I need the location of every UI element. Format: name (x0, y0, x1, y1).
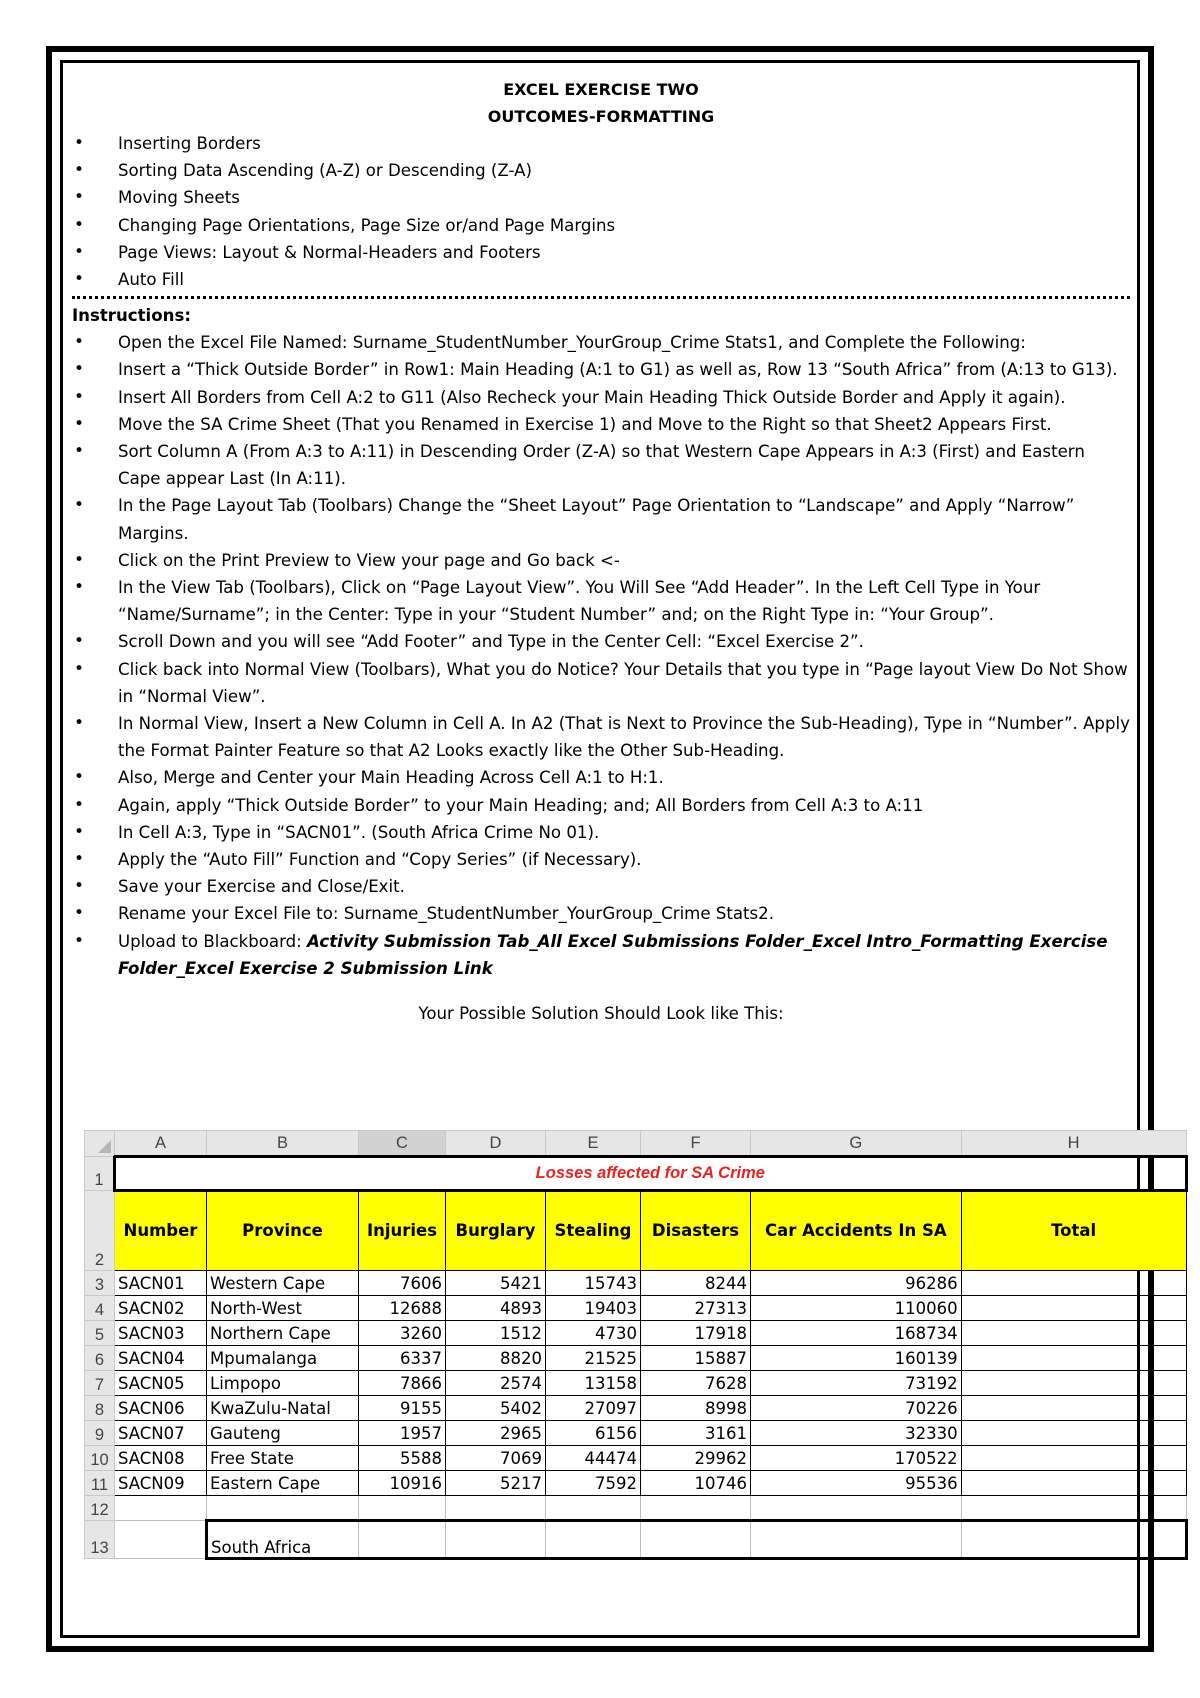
total-cell[interactable] (961, 1446, 1186, 1471)
instruction-item: • Again, apply “Thick Outside Border” to your Main Heading; and; All Borders from Cell A:3 to A:11 (72, 792, 1130, 819)
data-cell[interactable]: Limpopo (207, 1371, 359, 1396)
row-number[interactable]: 9 (85, 1421, 115, 1446)
outcome-item: • Auto Fill (72, 266, 1130, 293)
data-cell[interactable]: 7606 (359, 1271, 446, 1296)
column-header-g[interactable]: G (751, 1131, 962, 1157)
data-cell[interactable]: 9155 (359, 1396, 446, 1421)
data-cell[interactable]: 70226 (751, 1396, 962, 1421)
select-all-corner[interactable] (85, 1131, 115, 1157)
outcome-item: • Changing Page Orientations, Page Size or/and Page Margins (72, 212, 1130, 239)
sheet-row-1 (85, 1157, 1187, 1191)
column-header-row (85, 1131, 1187, 1157)
data-cell[interactable]: 10746 (641, 1471, 751, 1496)
data-cell[interactable]: 170522 (751, 1446, 962, 1471)
data-cell[interactable]: Western Cape (207, 1271, 359, 1296)
data-cell[interactable]: 5588 (359, 1446, 446, 1471)
data-cell[interactable]: 19403 (546, 1296, 641, 1321)
data-cell[interactable]: Gauteng (207, 1421, 359, 1446)
instruction-item: • Also, Merge and Center your Main Heading Across Cell A:1 to H:1. (72, 764, 1130, 791)
empty-cell[interactable] (446, 1496, 546, 1521)
data-cell[interactable]: 6337 (359, 1346, 446, 1371)
data-cell[interactable]: 2965 (446, 1421, 546, 1446)
empty-cell[interactable] (641, 1496, 751, 1521)
instruction-item: • Insert All Borders from Cell A:2 to G11 (Also Recheck your Main Heading Thick Outside Border and Apply it again). (72, 384, 1130, 411)
table-row (85, 1346, 1187, 1371)
total-cell[interactable] (961, 1271, 1186, 1296)
instruction-item: • In the View Tab (Toolbars), Click on “Page Layout View”. You Will See “Add Header”. In the Left Cell Type in Your “Name/Surname”; in the Center: Type in your “Student Number” and; on the Right Type in: “Your Group”. (72, 574, 1130, 628)
column-header-f[interactable]: F (641, 1131, 751, 1157)
data-cell[interactable]: 1957 (359, 1421, 446, 1446)
instruction-item: • In Cell A:3, Type in “SACN01”. (South Africa Crime No 01). (72, 819, 1130, 846)
data-cell[interactable]: 15743 (546, 1271, 641, 1296)
empty-cell[interactable] (359, 1496, 446, 1521)
total-cell[interactable] (961, 1396, 1186, 1421)
empty-cell[interactable] (751, 1496, 962, 1521)
data-cell[interactable]: 17918 (641, 1321, 751, 1346)
south-africa-cell[interactable]: South Africa (207, 1521, 359, 1559)
sub-heading-cell[interactable]: Number (115, 1191, 207, 1271)
data-cell[interactable]: 5402 (446, 1396, 546, 1421)
spreadsheet-grid (84, 1130, 1188, 1560)
data-cell[interactable]: Free State (207, 1446, 359, 1471)
table-row (85, 1321, 1187, 1346)
total-cell[interactable] (961, 1471, 1186, 1496)
sheet-row-2 (85, 1191, 1187, 1271)
data-cell[interactable]: 8998 (641, 1396, 751, 1421)
data-cell[interactable]: 44474 (546, 1446, 641, 1471)
instruction-item: • In the Page Layout Tab (Toolbars) Change the “Sheet Layout” Page Orientation to “Landscape” and Apply “Narrow” Margins. (72, 492, 1130, 546)
data-cell[interactable]: 7069 (446, 1446, 546, 1471)
total-cell[interactable] (961, 1346, 1186, 1371)
sub-heading-cell[interactable]: Burglary (446, 1191, 546, 1271)
sheet-row-13 (85, 1521, 1187, 1559)
data-cell[interactable]: 2574 (446, 1371, 546, 1396)
row-number[interactable]: 2 (85, 1191, 115, 1271)
data-cell[interactable]: 6156 (546, 1421, 641, 1446)
data-cell[interactable]: 1512 (446, 1321, 546, 1346)
data-cell[interactable]: SACN04 (115, 1346, 207, 1371)
data-cell[interactable]: SACN06 (115, 1396, 207, 1421)
data-cell[interactable]: 10916 (359, 1471, 446, 1496)
data-cell[interactable]: 160139 (751, 1346, 962, 1371)
south-africa-empty-cell[interactable] (751, 1521, 962, 1559)
instructions-list (72, 329, 1130, 927)
data-cell[interactable]: 96286 (751, 1271, 962, 1296)
south-africa-empty-cell[interactable] (641, 1521, 751, 1559)
exercise-content (72, 76, 1130, 1027)
total-cell[interactable] (961, 1296, 1186, 1321)
outcome-item: • Sorting Data Ascending (A-Z) or Descending (Z-A) (72, 157, 1130, 184)
upload-instruction (72, 928, 1130, 982)
data-cell[interactable]: 95536 (751, 1471, 962, 1496)
data-cell[interactable]: SACN05 (115, 1371, 207, 1396)
outcome-item: • Moving Sheets (72, 184, 1130, 211)
column-header-a[interactable]: A (115, 1131, 207, 1157)
sub-heading-cell[interactable]: Disasters (641, 1191, 751, 1271)
data-cell[interactable]: North-West (207, 1296, 359, 1321)
row-number[interactable]: 7 (85, 1371, 115, 1396)
data-cell[interactable]: 32330 (751, 1421, 962, 1446)
table-row (85, 1396, 1187, 1421)
empty-cell[interactable] (115, 1496, 207, 1521)
instruction-item: • Click on the Print Preview to View your page and Go back <- (72, 547, 1130, 574)
data-cell[interactable]: 168734 (751, 1321, 962, 1346)
data-cell[interactable]: 8820 (446, 1346, 546, 1371)
table-row (85, 1446, 1187, 1471)
main-heading-cell[interactable]: Losses affected for SA Crime (115, 1157, 1187, 1191)
data-cell[interactable]: 3260 (359, 1321, 446, 1346)
instruction-item: • Scroll Down and you will see “Add Footer” and Type in the Center Cell: “Excel Exercise 2”. (72, 628, 1130, 655)
instruction-item: • Insert a “Thick Outside Border” in Row1: Main Heading (A:1 to G1) as well as, Row 13 “South Africa” from (A:13 to G13). (72, 356, 1130, 383)
table-row (85, 1471, 1187, 1496)
outcomes-list (72, 130, 1130, 293)
data-cell[interactable]: SACN02 (115, 1296, 207, 1321)
data-cell[interactable]: SACN01 (115, 1271, 207, 1296)
instructions-heading: Instructions: (72, 306, 191, 326)
solution-caption: Your Possible Solution Should Look like This: (418, 1004, 784, 1024)
table-row (85, 1296, 1187, 1321)
data-cell[interactable]: Mpumalanga (207, 1346, 359, 1371)
total-cell[interactable] (961, 1321, 1186, 1346)
empty-cell[interactable] (115, 1521, 207, 1559)
sub-heading-cell[interactable]: Stealing (546, 1191, 641, 1271)
total-cell[interactable] (961, 1371, 1186, 1396)
outcome-item: • Page Views: Layout & Normal-Headers and Footers (72, 239, 1130, 266)
row-number[interactable]: 13 (85, 1521, 115, 1559)
instruction-item: • Save your Exercise and Close/Exit. (72, 873, 1130, 900)
sub-heading-cell[interactable]: Car Accidents In SA (751, 1191, 962, 1271)
exercise-title: EXCEL EXERCISE TWO (503, 80, 699, 99)
south-africa-empty-cell[interactable] (961, 1521, 1186, 1559)
column-header-e[interactable]: E (546, 1131, 641, 1157)
column-header-h[interactable]: H (961, 1131, 1186, 1157)
data-cell[interactable]: 8244 (641, 1271, 751, 1296)
instruction-item: • Sort Column A (From A:3 to A:11) in Descending Order (Z-A) so that Western Cape Appears in A:3 (First) and Eastern Cape appear Last (In A:11). (72, 438, 1130, 492)
data-cell[interactable]: 27313 (641, 1296, 751, 1321)
row-number[interactable]: 8 (85, 1396, 115, 1421)
data-cell[interactable]: 7866 (359, 1371, 446, 1396)
row-number[interactable]: 6 (85, 1346, 115, 1371)
total-cell[interactable] (961, 1421, 1186, 1446)
data-cell[interactable]: SACN07 (115, 1421, 207, 1446)
row-number[interactable]: 12 (85, 1496, 115, 1521)
sheet-row-12 (85, 1496, 1187, 1521)
instruction-item: • Click back into Normal View (Toolbars), What you do Notice? Your Details that you type in “Page layout View Do Not Show in “Normal View”. (72, 656, 1130, 710)
row-number[interactable]: 10 (85, 1446, 115, 1471)
data-cell[interactable]: 12688 (359, 1296, 446, 1321)
exercise-subtitle: OUTCOMES-FORMATTING (487, 107, 715, 126)
upload-prefix: Upload to Blackboard: (118, 931, 308, 951)
data-cell[interactable]: SACN09 (115, 1471, 207, 1496)
empty-cell[interactable] (961, 1496, 1186, 1521)
data-cell[interactable]: KwaZulu-Natal (207, 1396, 359, 1421)
row-number[interactable]: 4 (85, 1296, 115, 1321)
sub-heading-cell[interactable]: Injuries (359, 1191, 446, 1271)
column-header-c[interactable]: C (359, 1131, 446, 1157)
instruction-item: • Move the SA Crime Sheet (That you Renamed in Exercise 1) and Move to the Right so that Sheet2 Appears First. (72, 411, 1130, 438)
data-cell[interactable]: 73192 (751, 1371, 962, 1396)
data-cell[interactable]: Eastern Cape (207, 1471, 359, 1496)
table-row (85, 1421, 1187, 1446)
row-number[interactable]: 1 (85, 1157, 115, 1191)
dotted-divider (72, 296, 1130, 299)
data-cell[interactable]: Northern Cape (207, 1321, 359, 1346)
south-africa-empty-cell[interactable] (446, 1521, 546, 1559)
instruction-item: • In Normal View, Insert a New Column in Cell A. In A2 (That is Next to Province the Sub-Heading), Type in “Number”. Apply the Format Painter Feature so that A2 Looks exactly like the Other Sub-Heading. (72, 710, 1130, 764)
upload-list (72, 928, 1130, 982)
row-number[interactable]: 5 (85, 1321, 115, 1346)
data-cell[interactable]: 3161 (641, 1421, 751, 1446)
data-cell[interactable]: 27097 (546, 1396, 641, 1421)
data-cell[interactable]: 21525 (546, 1346, 641, 1371)
data-cell[interactable]: 7628 (641, 1371, 751, 1396)
row-number[interactable]: 3 (85, 1271, 115, 1296)
row-number[interactable]: 11 (85, 1471, 115, 1496)
data-cell[interactable]: SACN03 (115, 1321, 207, 1346)
data-cell[interactable]: SACN08 (115, 1446, 207, 1471)
instruction-item: • Rename your Excel File to: Surname_StudentNumber_YourGroup_Crime Stats2. (72, 900, 1130, 927)
data-cell[interactable]: 29962 (641, 1446, 751, 1471)
data-cell[interactable]: 110060 (751, 1296, 962, 1321)
table-row (85, 1371, 1187, 1396)
data-cell[interactable]: 15887 (641, 1346, 751, 1371)
south-africa-empty-cell[interactable] (546, 1521, 641, 1559)
spreadsheet-screenshot (84, 1130, 1188, 1560)
data-cell[interactable]: 5421 (446, 1271, 546, 1296)
empty-cell[interactable] (546, 1496, 641, 1521)
data-cell[interactable]: 5217 (446, 1471, 546, 1496)
column-header-d[interactable]: D (446, 1131, 546, 1157)
upload-path: Activity Submission Tab_All Excel Submissions Folder_Excel Intro_Formatting Exercise Folder_Excel Exercise 2 Submission Link (118, 931, 1108, 978)
data-cell[interactable]: 13158 (546, 1371, 641, 1396)
outcome-item: • Inserting Borders (72, 130, 1130, 157)
empty-cell[interactable] (207, 1496, 359, 1521)
data-cell[interactable]: 4730 (546, 1321, 641, 1346)
table-row (85, 1271, 1187, 1296)
data-cell[interactable]: 4893 (446, 1296, 546, 1321)
instruction-item: • Apply the “Auto Fill” Function and “Copy Series” (if Necessary). (72, 846, 1130, 873)
sub-heading-cell[interactable]: Province (207, 1191, 359, 1271)
sub-heading-cell[interactable]: Total (961, 1191, 1186, 1271)
data-cell[interactable]: 7592 (546, 1471, 641, 1496)
south-africa-empty-cell[interactable] (359, 1521, 446, 1559)
column-header-b[interactable]: B (207, 1131, 359, 1157)
instruction-item: • Open the Excel File Named: Surname_StudentNumber_YourGroup_Crime Stats1, and Complete the Following: (72, 329, 1130, 356)
